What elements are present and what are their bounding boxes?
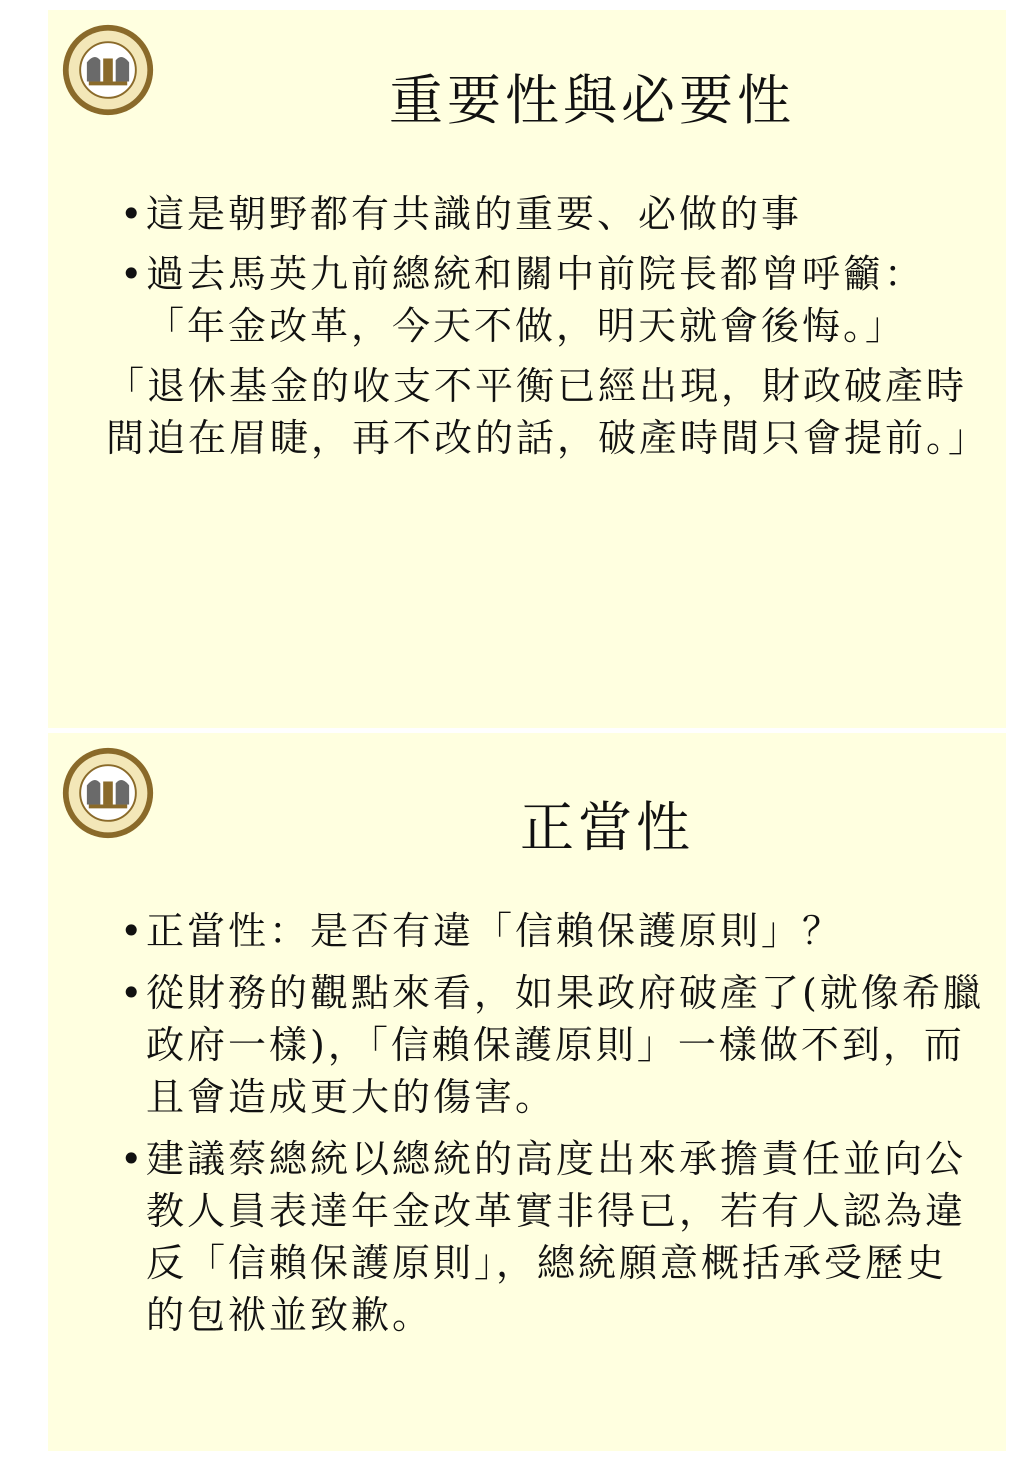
bullet-item: • 這是朝野都有共識的重要、必做的事 bbox=[108, 188, 986, 240]
slide-content bbox=[106, 188, 990, 464]
bullet-item: • 從財務的觀點來看，如果政府破產了(就像希臘政府一樣)，「信賴保護原則」一樣做不到，而且會造成更大的傷害。 bbox=[108, 967, 986, 1123]
university-seal-icon bbox=[60, 22, 156, 118]
bullet-item: • 過去馬英九前總統和關中前院長都曾呼籲：「年金改革，今天不做，明天就會後悔。」 bbox=[108, 248, 986, 352]
quote-paragraph: 「退休基金的收支不平衡已經出現，財政破產時間迫在眉睫，再不改的話，破產時間只會提前。」 bbox=[106, 364, 990, 460]
university-seal-icon bbox=[60, 745, 156, 841]
slide-title: 正當性 bbox=[520, 796, 694, 859]
bullet-item: • 正當性：是否有違「信賴保護原則」？ bbox=[108, 905, 986, 957]
bullet-item: • 建議蔡總統以總統的高度出來承擔責任並向公教人員表達年金改革實非得已，若有人認為違反「信賴保護原則」，總統願意概括承受歷史的包袱並致歉。 bbox=[108, 1133, 986, 1341]
slide-title: 重要性與必要性 bbox=[389, 69, 795, 132]
slide-content bbox=[108, 905, 986, 1351]
slide-legitimacy bbox=[48, 733, 1006, 1451]
slide-importance bbox=[48, 10, 1006, 728]
